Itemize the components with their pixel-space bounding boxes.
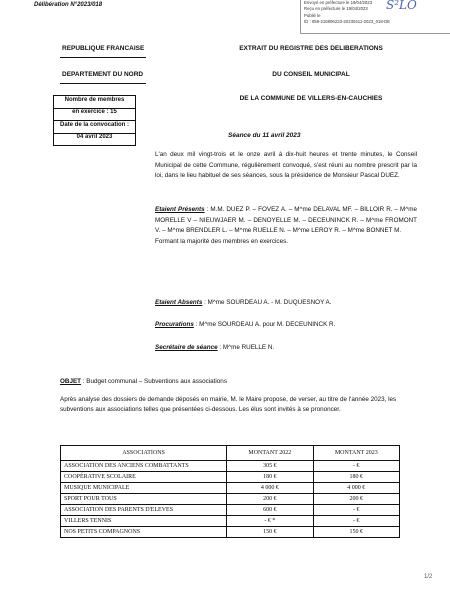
membres-count: en exercice : 15 [72,109,117,115]
table-row [61,516,400,527]
stamp-line: Envoyé en préfecture le 19/04/2023 [304,0,373,5]
procurations-text: : M^me SOURDEAU A. pour M. DECEUNINCK R. [193,321,336,328]
objet-text: : Budget communal – Subventions aux associations [81,378,227,385]
stamp-signature: S²LO [386,0,417,12]
amount-2022: 600 € [227,505,313,516]
table-row [61,472,400,483]
table-row [61,483,400,494]
extrait-title: EXTRAIT DU REGISTRE DES DELIBERATIONS [239,45,383,52]
membres-count-row [54,109,135,122]
amount-2022: 305 € [227,461,313,472]
absents-block [155,298,417,309]
commune-title: DE LA COMMUNE DE VILLERS-EN-CAUCHIES [239,95,383,102]
stamp-line: Reçu en préfecture le 19/04/2023 [304,6,368,12]
association-name: VILLERS TENNIS [61,516,227,527]
membres-row [54,96,135,109]
convocation-label: Date de la convocation : [59,121,129,128]
column-header: MONTANT 2022 [227,446,313,461]
procurations-block [155,320,417,331]
table-header-row [61,446,400,461]
amount-2023: 150 € [313,527,399,538]
proposal-paragraph: Après analyse des dossiers de demande déposés en mairie, M. le Maire propose, de verser, au titre de l'année 2023, les subventions aux associations telles que présentées ci-dessous. Les élus sont invités à se prononcer. [60,396,397,414]
convocation-date: 04 avril 2023 [76,134,113,140]
table-row [61,494,400,505]
deliberation-number: Délibération N°2023/018 [34,2,103,8]
majorite-text: Formant la majorité des membres en exercices. [155,237,288,245]
procurations-label: Procurations [155,321,194,328]
association-name: SPORT POUR TOUS [61,494,227,505]
absents-label: Etaient Absents [155,299,203,306]
absents-list: : M^me SOURDEAU A. - M. DUQUESNOY A. [202,299,332,306]
secretaire-label: Secrétaire de séance [155,344,218,351]
secretaire-text: : M^me RUELLE N. [217,344,275,351]
amount-2022: 200 € [227,494,313,505]
column-header: ASSOCIATIONS [61,446,227,461]
association-name: MUSIQUE MUNICIPALE [61,483,227,494]
page-number: 1/2 [424,574,433,580]
amount-2022: 150 € [227,527,313,538]
amount-2022: 4 000 € [227,483,313,494]
amount-2023: - € [313,505,399,516]
prefecture-stamp [300,0,450,34]
amount-2023: - € [313,516,399,527]
stamp-line: Publié le [304,12,321,18]
amount-2023: 4 000 € [313,483,399,494]
seance-date: Séance du 11 avril 2023 [228,132,301,139]
presents-label: Etaient Présents [155,206,205,213]
membres-label: Nombre de membres [64,96,125,103]
intro-paragraph: L'an deux mil vingt-trois et le onze avril à dix-huit heures et trente minutes, le Conseil Municipal de cette Commune, régulièrement convoqué, s'est réuni au nombre prescrit par la loi, dans le lieu habituel de ses séances, sous la présidence de Monsieur Pascal DUEZ. [155,151,417,180]
divider [60,83,146,84]
stamp-line: ID : 059-215906223-20230411-2023_018-DE [304,18,391,24]
association-name: NOS PETITS COMPAGNONS [61,527,227,538]
objet-line [60,378,227,385]
departement-label: DEPARTEMENT DU NORD [62,71,144,78]
amount-2023: 200 € [313,494,399,505]
subsidies-table [60,445,400,538]
amount-2022: 180 € [227,472,313,483]
table-row [61,461,400,472]
conseil-title: DU CONSEIL MUNICIPAL [272,71,350,78]
table-row [61,527,400,538]
info-box [53,95,136,146]
presents-list: : M.M. DUEZ P. – FOVEZ A. – M^me DELAVAL MF. – BILLOIR R. – M^me MORELLE V – NIEUWJAER M. – DENOYELLE M. – DECEUNINCK R. – M^me FROMONT V. – M^me BRENDLER L. – M^me RUELLE N. – M^me LEROY R. – M^me BONNET M. [155,206,417,235]
convocation-row [54,121,135,134]
amount-2023: - € [313,461,399,472]
table-row [61,505,400,516]
amount-2023: 180 € [313,472,399,483]
association-name: COOPÉRATIVE SCOLAIRE [61,472,227,483]
amount-2022: - € * [227,516,313,527]
republique-label: REPUBLIQUE FRANCAISE [62,45,145,52]
divider [60,57,146,58]
association-name: ASSOCIATION DES PARENTS D'ELEVES [61,505,227,516]
objet-label: OBJET [60,378,81,385]
convocation-date-row [54,134,135,147]
secretaire-block [155,343,417,354]
presents-block [155,205,417,247]
column-header: MONTANT 2023 [313,446,399,461]
association-name: ASSOCIATION DES ANCIENS COMBATTANTS [61,461,227,472]
